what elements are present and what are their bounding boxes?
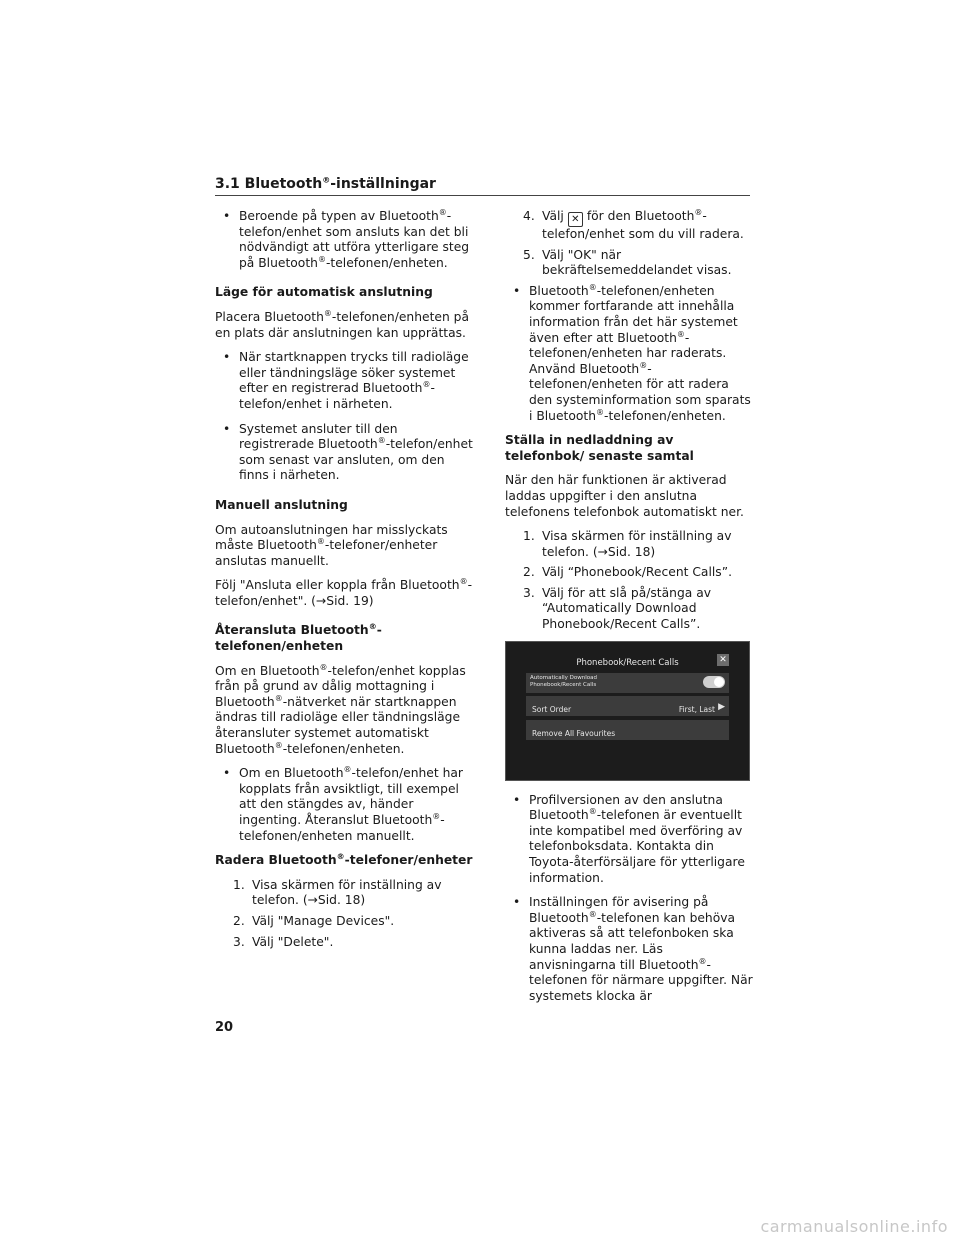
bullet-dot: • xyxy=(513,895,521,910)
paragraph: Om en Bluetooth®-telefon/enhet kopplas från på grund av dålig mottagning i Bluetooth®-nätverket när startknappen ändras till radioläge eller tändningsläge återansluter systemet automatiskt Bluetooth®-telefonen/enheten. xyxy=(215,662,466,756)
right-column xyxy=(505,209,753,1013)
step-number: 1. xyxy=(523,529,535,544)
sort-order-value: First, Last xyxy=(678,704,715,714)
watermark: carmanualsonline.info xyxy=(760,1217,948,1236)
step-number: 5. xyxy=(523,247,535,262)
paragraph: Om autoanslutningen har misslyckats måste Bluetooth®-telefoner/enheter anslutas manuellt. xyxy=(215,522,448,568)
auto-download-label-2: Phonebook/Recent Calls xyxy=(530,681,597,688)
step-item: 4. Välj ✕ för den Bluetooth®-telefon/enhet som du vill radera. xyxy=(523,207,744,241)
heading-delete: Radera Bluetooth®-telefoner/enheter xyxy=(215,852,473,868)
step-item: 3. Välj för att slå på/stänga av “Automatically Download Phonebook/Recent Calls”. xyxy=(523,585,712,632)
page-header xyxy=(215,176,750,196)
paragraph: Placera Bluetooth®-telefonen/enheten på en plats där anslutningen kan upprättas. xyxy=(215,308,469,340)
sort-order-label: Sort Order xyxy=(532,704,572,714)
step-number: 4. xyxy=(523,209,535,223)
bullet-dot: • xyxy=(223,421,231,436)
heading-manual-connect: Manuell anslutning xyxy=(215,497,348,512)
auto-download-toggle[interactable] xyxy=(703,676,725,688)
list-item: • Profilversionen av den anslutna Bluetooth®-telefonen är eventuellt inte kompatibel med överföring av telefonboksdata. Kontakta din Toyota-återförsäljare för ytterligare information. xyxy=(513,792,745,885)
remove-favourites-row[interactable] xyxy=(526,720,729,740)
delete-x-icon: ✕ xyxy=(568,212,583,227)
phonebook-settings-screenshot xyxy=(505,641,750,781)
step-item: 1. Visa skärmen för inställning av telefon. (→Sid. 18) xyxy=(233,877,442,908)
step-number: 1. xyxy=(233,877,245,892)
bullet-dot: • xyxy=(223,766,231,781)
list-item: • Bluetooth®-telefonen/enheten kommer fortfarande att innehålla information från det här systemet även efter att Bluetooth®-telefonen/enheten har raderats. Använd Bluetooth®-telefonen/enheten för att radera den systeminformation som sparats i Bluetooth®-telefonen/enheten. xyxy=(513,282,751,423)
paragraph: När den här funktionen är aktiverad laddas uppgifter i den anslutna telefonens telefonbok automatiskt ner. xyxy=(505,473,744,519)
auto-download-row[interactable] xyxy=(526,673,729,693)
toggle-knob xyxy=(714,677,724,687)
left-column xyxy=(215,209,473,955)
list-item: • Systemet ansluter till den registrerade Bluetooth®-telefon/enhet som senast var ansluten, om den finns i närheten. xyxy=(223,421,473,483)
step-item: 1. Visa skärmen för inställning av telefon. (→Sid. 18) xyxy=(523,529,732,559)
step-item: 2. Välj "Manage Devices". xyxy=(233,913,395,928)
paragraph: Följ "Ansluta eller koppla från Bluetooth®-telefon/enhet". (→Sid. 19) xyxy=(215,577,473,608)
step-item: 3. Välj "Delete". xyxy=(233,934,334,949)
bullet-dot: • xyxy=(513,792,521,807)
bullet-dot: • xyxy=(223,350,231,365)
page-number: 20 xyxy=(215,1020,234,1035)
step-item: 2. Välj “Phonebook/Recent Calls”. xyxy=(523,565,732,580)
heading-reconnect: Återansluta Bluetooth®-telefonen/enheten xyxy=(215,622,382,654)
chevron-right-icon: ▶ xyxy=(718,701,725,712)
close-icon[interactable]: ✕ xyxy=(717,654,729,666)
list-item: • Om en Bluetooth®-telefon/enhet har kopplats från avsiktligt, till exempel att den stängdes av, händer ingenting. Återanslut Bluetooth®-telefonen/enheten manuellt. xyxy=(223,765,463,843)
step-number: 2. xyxy=(523,565,535,580)
list-item: • Beroende på typen av Bluetooth®-telefon/enhet som ansluts kan det bli nödvändigt att utföra ytterligare steg på Bluetooth®-telefonen/enheten. xyxy=(223,207,470,270)
bullet-dot: • xyxy=(223,209,231,223)
step-item: 5. Välj "OK" när bekräftelsemeddelandet visas. xyxy=(523,247,732,278)
list-item: • Inställningen för avisering på Bluetooth®-telefonen kan behöva aktiveras så att telefonboken ska kunna laddas ner. Läs anvisningarna till Bluetooth®-telefonen för närmare uppgifter. När systemets klocka är xyxy=(513,895,753,1003)
step-number: 3. xyxy=(523,585,535,600)
remove-favourites-label: Remove All Favourites xyxy=(532,728,616,738)
auto-download-label-1: Automatically Download xyxy=(530,674,597,681)
section-title: 3.1 Bluetooth®-inställningar xyxy=(215,175,436,192)
heading-phonebook-download: Ställa in nedladdning av telefonbok/ senaste samtal xyxy=(505,433,694,463)
list-item: • När startknappen trycks till radioläge eller tändningsläge söker systemet efter en registrerad Bluetooth®-telefon/enhet i närheten. xyxy=(223,350,469,411)
step-number: 2. xyxy=(233,913,245,928)
header-rule xyxy=(215,195,750,196)
heading-auto-connect: Läge för automatisk anslutning xyxy=(215,285,433,300)
step-number: 3. xyxy=(233,934,245,949)
screen-title: Phonebook/Recent Calls xyxy=(576,657,679,668)
bullet-dot: • xyxy=(513,283,521,298)
sort-order-row[interactable] xyxy=(526,696,729,716)
